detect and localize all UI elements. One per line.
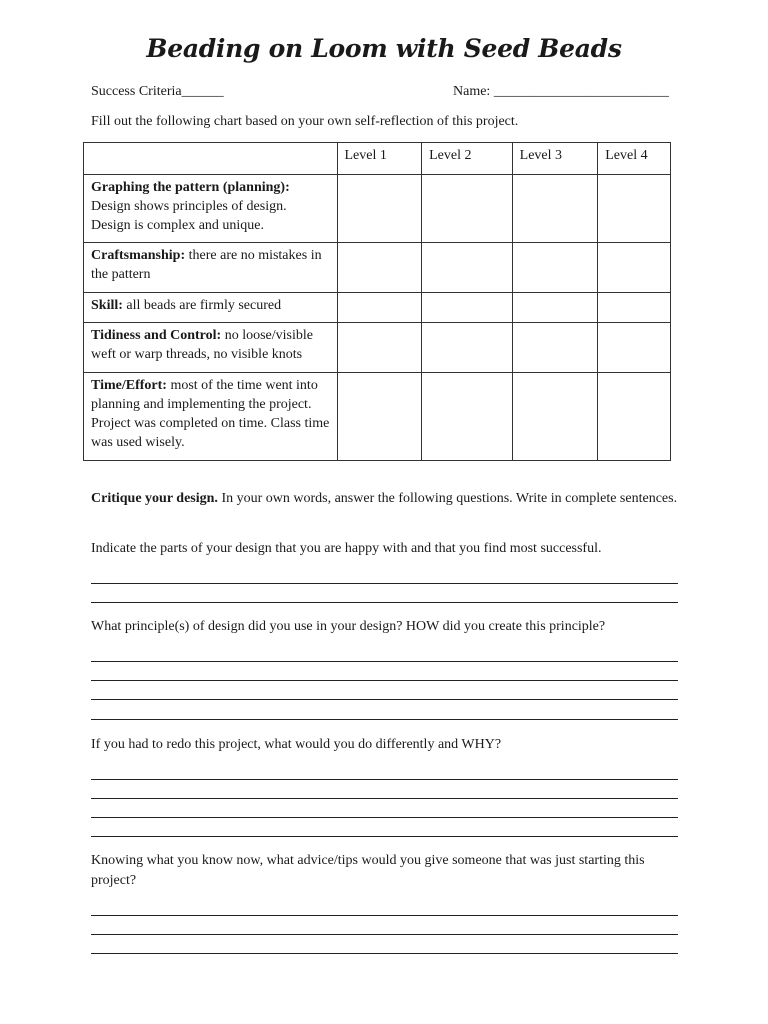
criterion-cell: [84, 293, 338, 323]
level-1-cell[interactable]: [337, 323, 422, 373]
criterion-description: most of the time went into planning and implementing the project. Project was completed on time. Class time was used wisely.: [91, 378, 330, 450]
answer-line[interactable]: [91, 836, 678, 837]
level-4-cell[interactable]: [598, 243, 671, 293]
level-3-cell[interactable]: [512, 293, 598, 323]
answer-line[interactable]: [91, 817, 678, 818]
criterion-description: no loose/visible weft or warp threads, no visible knots: [91, 328, 313, 362]
level-2-cell[interactable]: [422, 373, 513, 461]
level-2-cell[interactable]: [422, 293, 513, 323]
level-2-cell[interactable]: [422, 323, 513, 373]
rubric-header-level-1: Level 1: [337, 143, 422, 175]
criterion-label: Graphing the pattern (planning):: [91, 180, 290, 195]
criterion-cell: [84, 243, 338, 293]
level-2-cell[interactable]: [422, 243, 513, 293]
rubric-header-row: [84, 143, 671, 175]
criterion-cell: [84, 373, 338, 461]
level-1-cell[interactable]: [337, 243, 422, 293]
level-3-cell[interactable]: [512, 373, 598, 461]
criterion-label: Skill:: [91, 298, 123, 313]
question-3: If you had to redo this project, what would you do differently and WHY?: [91, 737, 502, 752]
success-criteria-label: Success Criteria______: [91, 84, 224, 99]
criterion-description: all beads are firmly secured: [126, 298, 282, 313]
level-1-cell[interactable]: [337, 373, 422, 461]
level-4-cell[interactable]: [598, 323, 671, 373]
rubric-row: [84, 175, 671, 243]
critique-label: Critique your design.: [91, 491, 218, 506]
answer-line[interactable]: [91, 680, 678, 681]
rubric-header-criteria: [84, 143, 338, 175]
question-1: Indicate the parts of your design that you are happy with and that you find most successful.: [91, 541, 602, 556]
answer-line[interactable]: [91, 583, 678, 584]
answer-line[interactable]: [91, 602, 678, 603]
level-3-cell[interactable]: [512, 175, 598, 243]
criterion-label: Tidiness and Control:: [91, 328, 222, 343]
answer-line[interactable]: [91, 798, 678, 799]
answer-line[interactable]: [91, 953, 678, 954]
criterion-cell: [84, 323, 338, 373]
level-3-cell[interactable]: [512, 323, 598, 373]
rubric-row: [84, 293, 671, 323]
criterion-description: there are no mistakes in the pattern: [91, 248, 322, 282]
rubric-row: [84, 373, 671, 461]
level-2-cell[interactable]: [422, 175, 513, 243]
instructions-text: Fill out the following chart based on your own self-reflection of this project.: [91, 114, 519, 129]
criterion-description: Design shows principles of design. Design is complex and unique.: [91, 199, 287, 233]
rubric-row: [84, 243, 671, 293]
level-3-cell[interactable]: [512, 243, 598, 293]
page-title: Beading on Loom with Seed Beads: [146, 34, 622, 63]
rubric-row: [84, 323, 671, 373]
answer-line[interactable]: [91, 915, 678, 916]
question-4: Knowing what you know now, what advice/tips would you give someone that was just starting this project?: [91, 853, 645, 888]
critique-text: In your own words, answer the following questions. Write in complete sentences.: [221, 491, 678, 506]
answer-line[interactable]: [91, 934, 678, 935]
answer-line[interactable]: [91, 661, 678, 662]
answer-line[interactable]: [91, 779, 678, 780]
criterion-cell: [84, 175, 338, 243]
self-reflection-rubric: [83, 142, 671, 461]
criterion-label: Time/Effort:: [91, 378, 167, 393]
rubric-header-level-2: Level 2: [422, 143, 513, 175]
rubric-header-level-3: Level 3: [512, 143, 598, 175]
level-1-cell[interactable]: [337, 175, 422, 243]
level-4-cell[interactable]: [598, 293, 671, 323]
name-field-label[interactable]: Name: _________________________: [453, 84, 669, 99]
answer-line[interactable]: [91, 699, 678, 700]
rubric-header-level-4: Level 4: [598, 143, 671, 175]
level-1-cell[interactable]: [337, 293, 422, 323]
question-2: What principle(s) of design did you use in your design? HOW did you create this principle?: [91, 619, 606, 634]
level-4-cell[interactable]: [598, 175, 671, 243]
level-4-cell[interactable]: [598, 373, 671, 461]
criterion-label: Craftsmanship:: [91, 248, 186, 263]
answer-line[interactable]: [91, 719, 678, 720]
critique-instructions: [91, 489, 681, 509]
